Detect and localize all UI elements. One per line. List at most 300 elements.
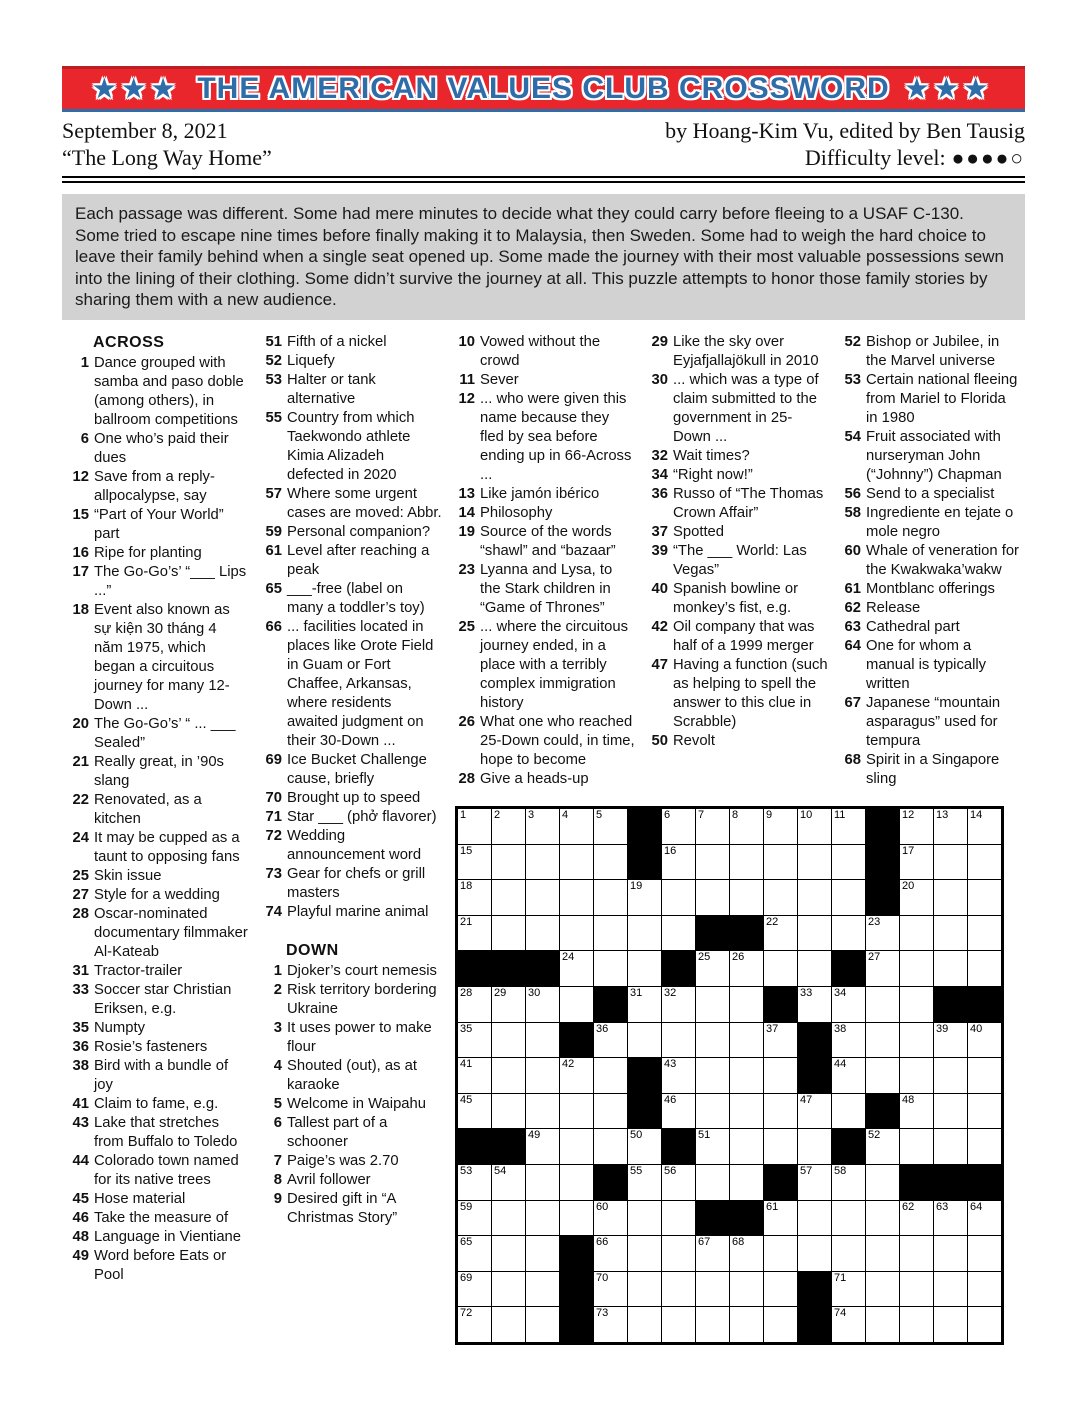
clue-text: What one who reached 25-Down could, in time, hope to become bbox=[480, 713, 635, 768]
grid-cell-r1c14[interactable] bbox=[900, 809, 933, 844]
grid-cell-r15c12[interactable] bbox=[832, 1307, 865, 1342]
grid-cell-r12c15[interactable] bbox=[934, 1201, 967, 1236]
grid-cell-r8c7[interactable] bbox=[662, 1058, 695, 1093]
grid-cell-r3c8[interactable] bbox=[696, 880, 729, 915]
grid-cell-r10c3[interactable] bbox=[526, 1129, 559, 1164]
cell-number-41: 41 bbox=[460, 1058, 473, 1071]
clue-number: 52 bbox=[265, 352, 282, 369]
grid-cell-r1c2[interactable] bbox=[492, 809, 525, 844]
grid-cell-r5c11[interactable] bbox=[798, 951, 831, 986]
puzzle-date: September 8, 2021 bbox=[62, 118, 228, 143]
grid-cell-r2c16[interactable] bbox=[968, 845, 1001, 880]
grid-cell-r10c11[interactable] bbox=[798, 1129, 831, 1164]
grid-cell-r4c13[interactable] bbox=[866, 916, 899, 951]
grid-cell-r5c4[interactable] bbox=[560, 951, 593, 986]
grid-cell-r1c16[interactable] bbox=[968, 809, 1001, 844]
clue-number: 25 bbox=[72, 867, 89, 884]
clue-number: 13 bbox=[458, 485, 475, 502]
grid-cell-r3c7[interactable] bbox=[662, 880, 695, 915]
grid-cell-r13c8[interactable] bbox=[696, 1236, 729, 1271]
grid-cell-r8c13[interactable] bbox=[866, 1058, 899, 1093]
cell-number-66: 66 bbox=[596, 1236, 609, 1249]
grid-cell-r3c12[interactable] bbox=[832, 880, 865, 915]
grid-cell-r13c12[interactable] bbox=[832, 1236, 865, 1271]
black-cell-r8c6 bbox=[628, 1058, 661, 1093]
clue-text: ... which was a type of claim submitted to the government in 25-Down ... bbox=[673, 371, 819, 445]
grid-cell-r8c3[interactable] bbox=[526, 1058, 559, 1093]
grid-cell-r8c15[interactable] bbox=[934, 1058, 967, 1093]
grid-cell-r14c5[interactable] bbox=[594, 1272, 627, 1307]
grid-cell-r10c13[interactable] bbox=[866, 1129, 899, 1164]
grid-cell-r7c5[interactable] bbox=[594, 1023, 627, 1058]
black-cell-r7c4 bbox=[560, 1023, 593, 1058]
grid-cell-r14c10[interactable] bbox=[764, 1272, 797, 1307]
grid-cell-r13c5[interactable] bbox=[594, 1236, 627, 1271]
grid-cell-r15c9[interactable] bbox=[730, 1307, 763, 1342]
clue-across-21 bbox=[62, 753, 255, 791]
cell-number-23: 23 bbox=[868, 915, 881, 928]
clue-across-25 bbox=[62, 867, 255, 886]
cell-number-22: 22 bbox=[766, 915, 779, 928]
grid-cell-r2c3[interactable] bbox=[526, 845, 559, 880]
grid-cell-r14c2[interactable] bbox=[492, 1272, 525, 1307]
grid-cell-r3c6[interactable] bbox=[628, 880, 661, 915]
clue-number: 35 bbox=[72, 1019, 89, 1036]
clue-text: Fruit associated with nurseryman John (“Johnny”) Chapman bbox=[866, 428, 1002, 483]
grid-cell-r12c6[interactable] bbox=[628, 1201, 661, 1236]
grid-cell-r12c2[interactable] bbox=[492, 1201, 525, 1236]
grid-cell-r10c6[interactable] bbox=[628, 1129, 661, 1164]
grid-cell-r10c4[interactable] bbox=[560, 1129, 593, 1164]
clue-down-2 bbox=[255, 981, 448, 1019]
clue-down-47 bbox=[641, 656, 834, 732]
grid-cell-r10c10[interactable] bbox=[764, 1129, 797, 1164]
grid-cell-r12c1[interactable] bbox=[458, 1201, 491, 1236]
grid-cell-r1c7[interactable] bbox=[662, 809, 695, 844]
grid-cell-r13c1[interactable] bbox=[458, 1236, 491, 1271]
clue-down-7 bbox=[255, 1152, 448, 1171]
grid-cell-r13c14[interactable] bbox=[900, 1236, 933, 1271]
grid-cell-r1c4[interactable] bbox=[560, 809, 593, 844]
grid-cell-r2c4[interactable] bbox=[560, 845, 593, 880]
grid-cell-r11c3[interactable] bbox=[526, 1165, 559, 1200]
cell-number-73: 73 bbox=[596, 1307, 609, 1320]
grid-cell-r2c1[interactable] bbox=[458, 845, 491, 880]
grid-cell-r7c12[interactable] bbox=[832, 1023, 865, 1058]
clue-column-2 bbox=[255, 333, 448, 1285]
grid-cell-r11c13[interactable] bbox=[866, 1165, 899, 1200]
clue-number: 68 bbox=[844, 751, 861, 768]
clue-text: Soccer star Christian Eriksen, e.g. bbox=[94, 981, 232, 1017]
grid-cell-r2c5[interactable] bbox=[594, 845, 627, 880]
grid-cell-r6c8[interactable] bbox=[696, 987, 729, 1022]
grid-cell-r14c6[interactable] bbox=[628, 1272, 661, 1307]
clue-text: Lyanna and Lysa, to the Stark children in “Game of Thrones” bbox=[480, 561, 613, 616]
grid-cell-r7c1[interactable] bbox=[458, 1023, 491, 1058]
grid-cell-r8c10[interactable] bbox=[764, 1058, 797, 1093]
grid-cell-r1c9[interactable] bbox=[730, 809, 763, 844]
grid-cell-r5c8[interactable] bbox=[696, 951, 729, 986]
grid-cell-r15c5[interactable] bbox=[594, 1307, 627, 1342]
grid-cell-r11c4[interactable] bbox=[560, 1165, 593, 1200]
grid-cell-r1c8[interactable] bbox=[696, 809, 729, 844]
clue-text: Lake that stretches from Buffalo to Toledo bbox=[94, 1114, 238, 1150]
clue-text: Tallest part of a schooner bbox=[287, 1114, 388, 1150]
grid-cell-r14c8[interactable] bbox=[696, 1272, 729, 1307]
grid-cell-r3c11[interactable] bbox=[798, 880, 831, 915]
grid-cell-r10c5[interactable] bbox=[594, 1129, 627, 1164]
grid-cell-r15c1[interactable] bbox=[458, 1307, 491, 1342]
grid-cell-r13c15[interactable] bbox=[934, 1236, 967, 1271]
grid-cell-r13c11[interactable] bbox=[798, 1236, 831, 1271]
grid-cell-r4c14[interactable] bbox=[900, 916, 933, 951]
grid-cell-r1c12[interactable] bbox=[832, 809, 865, 844]
grid-cell-r6c14[interactable] bbox=[900, 987, 933, 1022]
grid-cell-r2c15[interactable] bbox=[934, 845, 967, 880]
grid-cell-r9c2[interactable] bbox=[492, 1094, 525, 1129]
grid-cell-r10c9[interactable] bbox=[730, 1129, 763, 1164]
clue-text: One for whom a manual is typically written bbox=[866, 637, 987, 692]
cell-number-46: 46 bbox=[664, 1093, 677, 1106]
grid-cell-r9c1[interactable] bbox=[458, 1094, 491, 1129]
cell-number-7: 7 bbox=[698, 809, 705, 821]
grid-cell-r14c15[interactable] bbox=[934, 1272, 967, 1307]
clue-down-29 bbox=[641, 333, 834, 371]
grid-cell-r11c11[interactable] bbox=[798, 1165, 831, 1200]
grid-cell-r5c15[interactable] bbox=[934, 951, 967, 986]
grid-cell-r12c10[interactable] bbox=[764, 1201, 797, 1236]
grid-cell-r7c9[interactable] bbox=[730, 1023, 763, 1058]
grid-cell-r6c1[interactable] bbox=[458, 987, 491, 1022]
grid-cell-r2c11[interactable] bbox=[798, 845, 831, 880]
grid-cell-r14c16[interactable] bbox=[968, 1272, 1001, 1307]
grid-cell-r13c2[interactable] bbox=[492, 1236, 525, 1271]
grid-cell-r13c3[interactable] bbox=[526, 1236, 559, 1271]
cell-number-55: 55 bbox=[630, 1164, 643, 1177]
grid-cell-r14c12[interactable] bbox=[832, 1272, 865, 1307]
grid-cell-r14c9[interactable] bbox=[730, 1272, 763, 1307]
grid-cell-r2c12[interactable] bbox=[832, 845, 865, 880]
grid-cell-r8c2[interactable] bbox=[492, 1058, 525, 1093]
black-cell-r14c4 bbox=[560, 1272, 593, 1307]
grid-cell-r8c16[interactable] bbox=[968, 1058, 1001, 1093]
clue-text: Renovated, as a kitchen bbox=[94, 791, 202, 827]
grid-cell-r6c6[interactable] bbox=[628, 987, 661, 1022]
grid-cell-r6c9[interactable] bbox=[730, 987, 763, 1022]
grid-cell-r7c3[interactable] bbox=[526, 1023, 559, 1058]
grid-cell-r14c1[interactable] bbox=[458, 1272, 491, 1307]
grid-cell-r6c2[interactable] bbox=[492, 987, 525, 1022]
clue-text: ... where the circuitous journey ended, in a place with a terribly complex immigration history bbox=[480, 618, 629, 711]
clue-text: Vowed without the crowd bbox=[480, 333, 601, 369]
clue-number: 29 bbox=[651, 333, 668, 350]
grid-cell-r9c15[interactable] bbox=[934, 1094, 967, 1129]
grid-cell-r14c7[interactable] bbox=[662, 1272, 695, 1307]
grid-cell-r15c7[interactable] bbox=[662, 1307, 695, 1342]
cell-number-15: 15 bbox=[460, 844, 473, 857]
grid-cell-r5c6[interactable] bbox=[628, 951, 661, 986]
grid-cell-r4c11[interactable] bbox=[798, 916, 831, 951]
grid-cell-r15c15[interactable] bbox=[934, 1307, 967, 1342]
grid-cell-r7c14[interactable] bbox=[900, 1023, 933, 1058]
clue-text: Certain national fleeing from Mariel to Florida in 1980 bbox=[866, 371, 1018, 426]
clue-text: Rosie’s fasteners bbox=[94, 1038, 208, 1055]
grid-cell-r2c7[interactable] bbox=[662, 845, 695, 880]
clue-across-20 bbox=[62, 715, 255, 753]
grid-cell-r1c5[interactable] bbox=[594, 809, 627, 844]
grid-cell-r13c9[interactable] bbox=[730, 1236, 763, 1271]
grid-cell-r13c7[interactable] bbox=[662, 1236, 695, 1271]
grid-cell-r1c1[interactable] bbox=[458, 809, 491, 844]
grid-cell-r15c8[interactable] bbox=[696, 1307, 729, 1342]
grid-cell-r3c16[interactable] bbox=[968, 880, 1001, 915]
clue-text: Word before Eats or Pool bbox=[94, 1247, 227, 1283]
clue-number: 15 bbox=[72, 506, 89, 523]
grid-cell-r13c16[interactable] bbox=[968, 1236, 1001, 1271]
grid-cell-r15c3[interactable] bbox=[526, 1307, 559, 1342]
grid-cell-r9c4[interactable] bbox=[560, 1094, 593, 1129]
clue-across-49 bbox=[62, 1247, 255, 1285]
clue-across-51 bbox=[255, 333, 448, 352]
grid-cell-r3c5[interactable] bbox=[594, 880, 627, 915]
grid-cell-r12c5[interactable] bbox=[594, 1201, 627, 1236]
cell-number-52: 52 bbox=[868, 1129, 881, 1142]
grid-cell-r9c9[interactable] bbox=[730, 1094, 763, 1129]
grid-cell-r1c3[interactable] bbox=[526, 809, 559, 844]
clue-text: “Right now!” bbox=[673, 466, 753, 483]
grid-cell-r6c3[interactable] bbox=[526, 987, 559, 1022]
cell-number-42: 42 bbox=[562, 1058, 575, 1071]
grid-cell-r4c2[interactable] bbox=[492, 916, 525, 951]
grid-cell-r3c10[interactable] bbox=[764, 880, 797, 915]
grid-cell-r5c16[interactable] bbox=[968, 951, 1001, 986]
grid-cell-r13c10[interactable] bbox=[764, 1236, 797, 1271]
grid-cell-r8c4[interactable] bbox=[560, 1058, 593, 1093]
grid-cell-r14c3[interactable] bbox=[526, 1272, 559, 1307]
clue-number: 3 bbox=[273, 1019, 282, 1036]
grid-cell-r13c13[interactable] bbox=[866, 1236, 899, 1271]
clue-text: Really great, in ’90s slang bbox=[94, 753, 224, 789]
grid-cell-r12c16[interactable] bbox=[968, 1201, 1001, 1236]
grid-cell-r6c13[interactable] bbox=[866, 987, 899, 1022]
down-heading: DOWN bbox=[286, 941, 339, 959]
clue-down-53 bbox=[834, 371, 1027, 428]
grid-cell-r5c9[interactable] bbox=[730, 951, 763, 986]
clue-text: Personal companion? bbox=[287, 523, 431, 540]
grid-cell-r12c3[interactable] bbox=[526, 1201, 559, 1236]
grid-cell-r11c12[interactable] bbox=[832, 1165, 865, 1200]
grid-cell-r7c7[interactable] bbox=[662, 1023, 695, 1058]
grid-cell-r15c6[interactable] bbox=[628, 1307, 661, 1342]
clue-text: One who’s paid their dues bbox=[94, 430, 229, 466]
grid-cell-r14c14[interactable] bbox=[900, 1272, 933, 1307]
grid-cell-r13c6[interactable] bbox=[628, 1236, 661, 1271]
grid-cell-r7c6[interactable] bbox=[628, 1023, 661, 1058]
cell-number-64: 64 bbox=[970, 1200, 983, 1213]
grid-cell-r7c8[interactable] bbox=[696, 1023, 729, 1058]
grid-cell-r11c1[interactable] bbox=[458, 1165, 491, 1200]
cell-number-2: 2 bbox=[494, 809, 501, 821]
grid-cell-r4c10[interactable] bbox=[764, 916, 797, 951]
clue-text: Brought up to speed bbox=[287, 789, 421, 806]
grid-cell-r11c6[interactable] bbox=[628, 1165, 661, 1200]
clue-number: 67 bbox=[844, 694, 861, 711]
grid-cell-r11c7[interactable] bbox=[662, 1165, 695, 1200]
puzzle-meta bbox=[62, 117, 1025, 171]
clue-number: 58 bbox=[844, 504, 861, 521]
cell-number-34: 34 bbox=[834, 986, 847, 999]
grid-cell-r3c14[interactable] bbox=[900, 880, 933, 915]
clue-number: 24 bbox=[72, 829, 89, 846]
clue-text: Revolt bbox=[673, 732, 715, 749]
grid-cell-r6c12[interactable] bbox=[832, 987, 865, 1022]
grid-cell-r1c15[interactable] bbox=[934, 809, 967, 844]
grid-cell-r9c11[interactable] bbox=[798, 1094, 831, 1129]
grid-cell-r15c10[interactable] bbox=[764, 1307, 797, 1342]
clue-number: 47 bbox=[651, 656, 668, 673]
grid-cell-r7c16[interactable] bbox=[968, 1023, 1001, 1058]
grid-cell-r6c11[interactable] bbox=[798, 987, 831, 1022]
grid-cell-r7c15[interactable] bbox=[934, 1023, 967, 1058]
grid-cell-r15c14[interactable] bbox=[900, 1307, 933, 1342]
clue-number: 43 bbox=[72, 1114, 89, 1131]
grid-cell-r1c10[interactable] bbox=[764, 809, 797, 844]
grid-cell-r8c8[interactable] bbox=[696, 1058, 729, 1093]
grid-cell-r9c12[interactable] bbox=[832, 1094, 865, 1129]
clue-down-60 bbox=[834, 542, 1027, 580]
grid-cell-r12c4[interactable] bbox=[560, 1201, 593, 1236]
clue-across-6 bbox=[62, 430, 255, 468]
grid-cell-r9c16[interactable] bbox=[968, 1094, 1001, 1129]
black-cell-r4c9 bbox=[730, 916, 763, 951]
grid-cell-r5c13[interactable] bbox=[866, 951, 899, 986]
grid-cell-r4c7[interactable] bbox=[662, 916, 695, 951]
clue-number: 17 bbox=[72, 563, 89, 580]
grid-cell-r15c2[interactable] bbox=[492, 1307, 525, 1342]
cell-number-48: 48 bbox=[902, 1093, 915, 1106]
clue-number: 6 bbox=[273, 1114, 282, 1131]
clue-number: 6 bbox=[80, 430, 89, 447]
black-cell-r5c7 bbox=[662, 951, 695, 986]
grid-cell-r7c2[interactable] bbox=[492, 1023, 525, 1058]
grid-cell-r6c7[interactable] bbox=[662, 987, 695, 1022]
grid-cell-r9c10[interactable] bbox=[764, 1094, 797, 1129]
grid-cell-r7c10[interactable] bbox=[764, 1023, 797, 1058]
grid-cell-r3c4[interactable] bbox=[560, 880, 593, 915]
clue-text: Cathedral part bbox=[866, 618, 960, 635]
grid-cell-r6c4[interactable] bbox=[560, 987, 593, 1022]
clue-text: Ripe for planting bbox=[94, 544, 202, 561]
grid-cell-r2c10[interactable] bbox=[764, 845, 797, 880]
grid-cell-r9c5[interactable] bbox=[594, 1094, 627, 1129]
grid-cell-r2c2[interactable] bbox=[492, 845, 525, 880]
grid-cell-r8c1[interactable] bbox=[458, 1058, 491, 1093]
grid-cell-r8c9[interactable] bbox=[730, 1058, 763, 1093]
grid-cell-r10c16[interactable] bbox=[968, 1129, 1001, 1164]
grid-cell-r3c15[interactable] bbox=[934, 880, 967, 915]
black-cell-r11c5 bbox=[594, 1165, 627, 1200]
grid-cell-r4c15[interactable] bbox=[934, 916, 967, 951]
grid-cell-r11c8[interactable] bbox=[696, 1165, 729, 1200]
black-cell-r14c11 bbox=[798, 1272, 831, 1307]
grid-cell-r10c15[interactable] bbox=[934, 1129, 967, 1164]
grid-cell-r12c11[interactable] bbox=[798, 1201, 831, 1236]
grid-cell-r12c12[interactable] bbox=[832, 1201, 865, 1236]
grid-cell-r12c7[interactable] bbox=[662, 1201, 695, 1236]
grid-cell-r2c14[interactable] bbox=[900, 845, 933, 880]
grid-cell-r4c5[interactable] bbox=[594, 916, 627, 951]
clue-across-69 bbox=[255, 751, 448, 789]
clue-text: Give a heads-up bbox=[480, 770, 589, 787]
cell-number-18: 18 bbox=[460, 880, 473, 893]
grid-cell-r9c7[interactable] bbox=[662, 1094, 695, 1129]
grid-cell-r2c8[interactable] bbox=[696, 845, 729, 880]
grid-cell-r4c16[interactable] bbox=[968, 916, 1001, 951]
grid-cell-r2c9[interactable] bbox=[730, 845, 763, 880]
clue-across-45 bbox=[62, 1190, 255, 1209]
clue-across-1 bbox=[62, 354, 255, 430]
clue-text: Fifth of a nickel bbox=[287, 333, 387, 350]
grid-cell-r9c14[interactable] bbox=[900, 1094, 933, 1129]
grid-cell-r15c13[interactable] bbox=[866, 1307, 899, 1342]
grid-cell-r9c3[interactable] bbox=[526, 1094, 559, 1129]
clue-number: 66 bbox=[265, 618, 282, 635]
grid-cell-r11c9[interactable] bbox=[730, 1165, 763, 1200]
grid-cell-r4c1[interactable] bbox=[458, 916, 491, 951]
clue-text: Avril follower bbox=[287, 1171, 371, 1188]
grid-cell-r12c14[interactable] bbox=[900, 1201, 933, 1236]
grid-cell-r9c8[interactable] bbox=[696, 1094, 729, 1129]
black-cell-r11c15 bbox=[934, 1165, 967, 1200]
grid-cell-r4c6[interactable] bbox=[628, 916, 661, 951]
clue-text: Philosophy bbox=[480, 504, 553, 521]
grid-cell-r8c5[interactable] bbox=[594, 1058, 627, 1093]
grid-cell-r5c10[interactable] bbox=[764, 951, 797, 986]
grid-cell-r12c13[interactable] bbox=[866, 1201, 899, 1236]
grid-cell-r8c12[interactable] bbox=[832, 1058, 865, 1093]
grid-cell-r3c2[interactable] bbox=[492, 880, 525, 915]
grid-cell-r5c14[interactable] bbox=[900, 951, 933, 986]
clue-number: 27 bbox=[72, 886, 89, 903]
clue-across-43 bbox=[62, 1114, 255, 1152]
grid-cell-r3c3[interactable] bbox=[526, 880, 559, 915]
grid-cell-r10c14[interactable] bbox=[900, 1129, 933, 1164]
black-cell-r7c11 bbox=[798, 1023, 831, 1058]
clue-across-74 bbox=[255, 903, 448, 922]
clue-number: 19 bbox=[458, 523, 475, 540]
grid-cell-r15c16[interactable] bbox=[968, 1307, 1001, 1342]
intro-note: Each passage was different. Some had mere minutes to decide what they could carry before fleeing to a USAF C-130. Some tried to escape nine times before finally making it to Malaysia, then Sweden. Some had to weigh the hard choice to leave their family behind when a single seat opened up. Some made the journey with their most valuable possessions sewn into the lining of their clothing. Some didn’t survive the journey at all. This puzzle attempts to honor those family stories by sharing them with a new audience. bbox=[62, 194, 1025, 320]
grid-cell-r4c4[interactable] bbox=[560, 916, 593, 951]
black-cell-r10c2 bbox=[492, 1129, 525, 1164]
grid-cell-r7c13[interactable] bbox=[866, 1023, 899, 1058]
grid-cell-r5c5[interactable] bbox=[594, 951, 627, 986]
grid-cell-r4c3[interactable] bbox=[526, 916, 559, 951]
clue-down-58 bbox=[834, 504, 1027, 542]
clue-number: 9 bbox=[273, 1190, 282, 1207]
cell-number-39: 39 bbox=[936, 1022, 949, 1035]
grid-cell-r1c11[interactable] bbox=[798, 809, 831, 844]
grid-cell-r4c12[interactable] bbox=[832, 916, 865, 951]
grid-cell-r11c2[interactable] bbox=[492, 1165, 525, 1200]
grid-cell-r10c8[interactable] bbox=[696, 1129, 729, 1164]
grid-cell-r3c9[interactable] bbox=[730, 880, 763, 915]
grid-cell-r8c14[interactable] bbox=[900, 1058, 933, 1093]
clue-text: Spirit in a Singapore sling bbox=[866, 751, 1000, 787]
clue-across-12 bbox=[62, 468, 255, 506]
grid-cell-r14c13[interactable] bbox=[866, 1272, 899, 1307]
grid-cell-r3c1[interactable] bbox=[458, 880, 491, 915]
